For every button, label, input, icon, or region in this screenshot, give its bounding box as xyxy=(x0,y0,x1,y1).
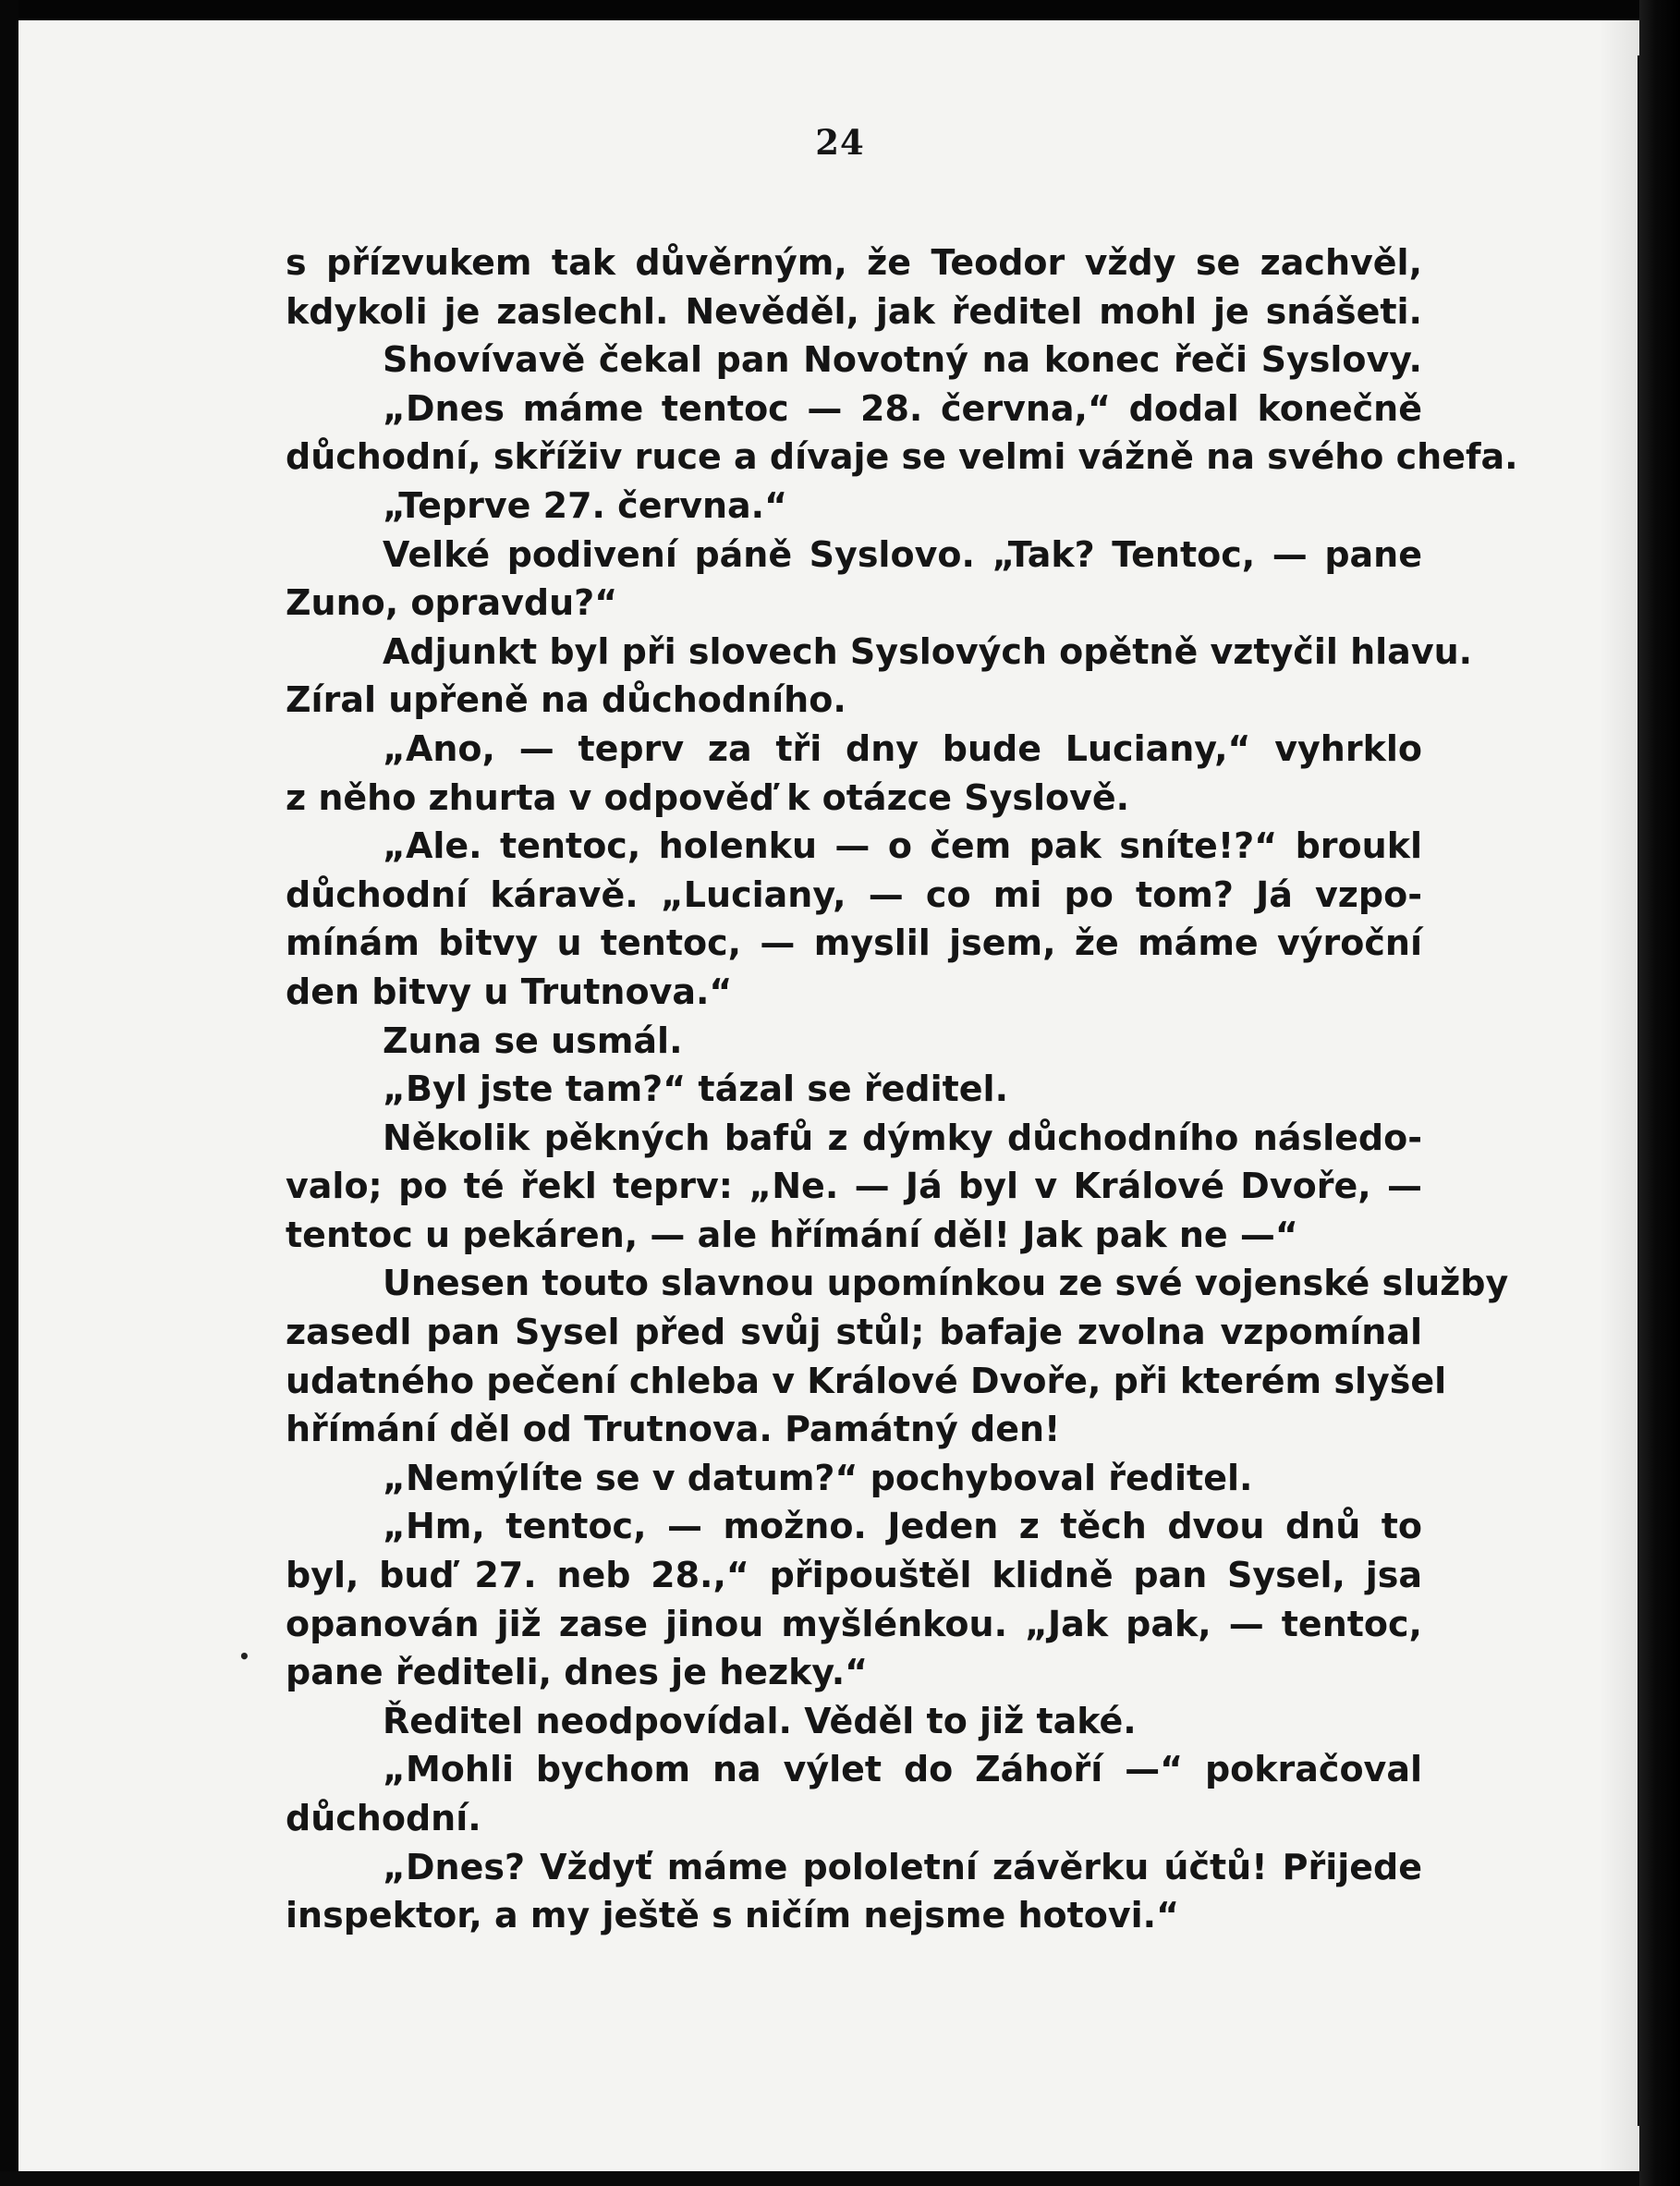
text-line: „Mohli bychom na výlet do Záhoří —“ pokračoval xyxy=(383,1749,1422,1790)
text-line: kdykoli je zaslechl. Nevěděl, jak ředitel mohl je snášeti. xyxy=(286,290,1422,332)
text-line: důchodní. xyxy=(286,1798,481,1838)
text-line: pane řediteli, dnes je hezky.“ xyxy=(286,1652,869,1693)
text-line: „Dnes? Vždyť máme pololetní závěrku účtů! Přijede xyxy=(383,1846,1422,1887)
text-line: hřímání děl od Trutnova. Památný den! xyxy=(286,1409,1061,1450)
text-line: udatného pečení chleba v Králové Dvoře, při kterém slyšel xyxy=(286,1360,1447,1401)
text-line: Shovívavě čekal pan Novotný na konec řeči Syslovy. xyxy=(383,339,1422,381)
text-line: den bitvy u Trutnova.“ xyxy=(286,971,733,1012)
text-line: Unesen touto slavnou upomínkou ze své vojenské služby xyxy=(383,1263,1509,1304)
text-line: z něho zhurta v odpověď k otázce Syslově. xyxy=(286,776,1130,818)
page-number: 24 xyxy=(815,122,865,163)
spine-shadow xyxy=(1599,20,1639,2171)
text-line: Velké podivení páně Syslovo. „Tak? Tentoc, — pane xyxy=(383,533,1422,575)
text-line: „Teprve 27. června.“ xyxy=(383,484,788,526)
text-line: Zuna se usmál. xyxy=(383,1020,683,1061)
text-line: mínám bitvy u tentoc, — myslil jsem, že máme výroční xyxy=(286,922,1422,964)
scan-border-right xyxy=(1639,0,1680,2186)
text-line: „Ale. tentoc, holenku — o čem pak sníte!?“ broukl xyxy=(383,825,1422,867)
text-line: inspektor, a my ještě s ničím nejsme hotovi.“ xyxy=(286,1895,1180,1936)
text-line: valo; po té řekl teprv: „Ne. — Já byl v Králové Dvoře, — xyxy=(286,1166,1422,1207)
text-line: důchodní káravě. „Luciany, — co mi po tom? Já vzpo- xyxy=(286,873,1422,915)
scan-border-bottom xyxy=(0,2171,1680,2186)
text-line: Ředitel neodpovídal. Věděl to již také. xyxy=(383,1700,1137,1741)
text-line: Několik pěkných bafů z dýmky důchodního následo- xyxy=(383,1117,1422,1158)
text-line: důchodní, skříživ ruce a dívaje se velmi vážně na svého chefa. xyxy=(286,436,1518,478)
text-line: „Nemýlíte se v datum?“ pochyboval ředitel. xyxy=(383,1457,1253,1498)
scan-border-left xyxy=(0,0,18,2186)
text-line: Zuno, opravdu?“ xyxy=(286,582,618,624)
text-line: s přízvukem tak důvěrným, že Teodor vždy se zachvěl, xyxy=(286,242,1422,283)
text-line: opanován již zase jinou myšlénkou. „Jak pak, — tentoc, xyxy=(286,1603,1422,1644)
text-line: Zíral upřeně na důchodního. xyxy=(286,679,846,721)
text-line: „Dnes máme tentoc — 28. června,“ dodal konečně xyxy=(383,387,1422,429)
text-line: Adjunkt byl při slovech Syslových opětně vztyčil hlavu. xyxy=(383,630,1473,672)
scan-border-top xyxy=(0,0,1680,20)
margin-dot: • xyxy=(238,1645,250,1667)
text-line: „Ano, — teprv za tři dny bude Luciany,“ vyhrklo xyxy=(383,727,1422,769)
body-text xyxy=(286,238,1518,1940)
text-line: tentoc u pekáren, — ale hřímání děl! Jak pak ne —“ xyxy=(286,1214,1298,1255)
text-line: zasedl pan Sysel před svůj stůl; bafaje zvolna vzpomínal xyxy=(286,1312,1422,1353)
text-line: byl, buď 27. neb 28.,“ připouštěl klidně pan Sysel, jsa xyxy=(286,1555,1422,1596)
text-line: „Hm, tentoc, — možno. Jeden z těch dvou dnů to xyxy=(383,1506,1422,1547)
text-line: „Byl jste tam?“ tázal se ředitel. xyxy=(383,1069,1009,1110)
